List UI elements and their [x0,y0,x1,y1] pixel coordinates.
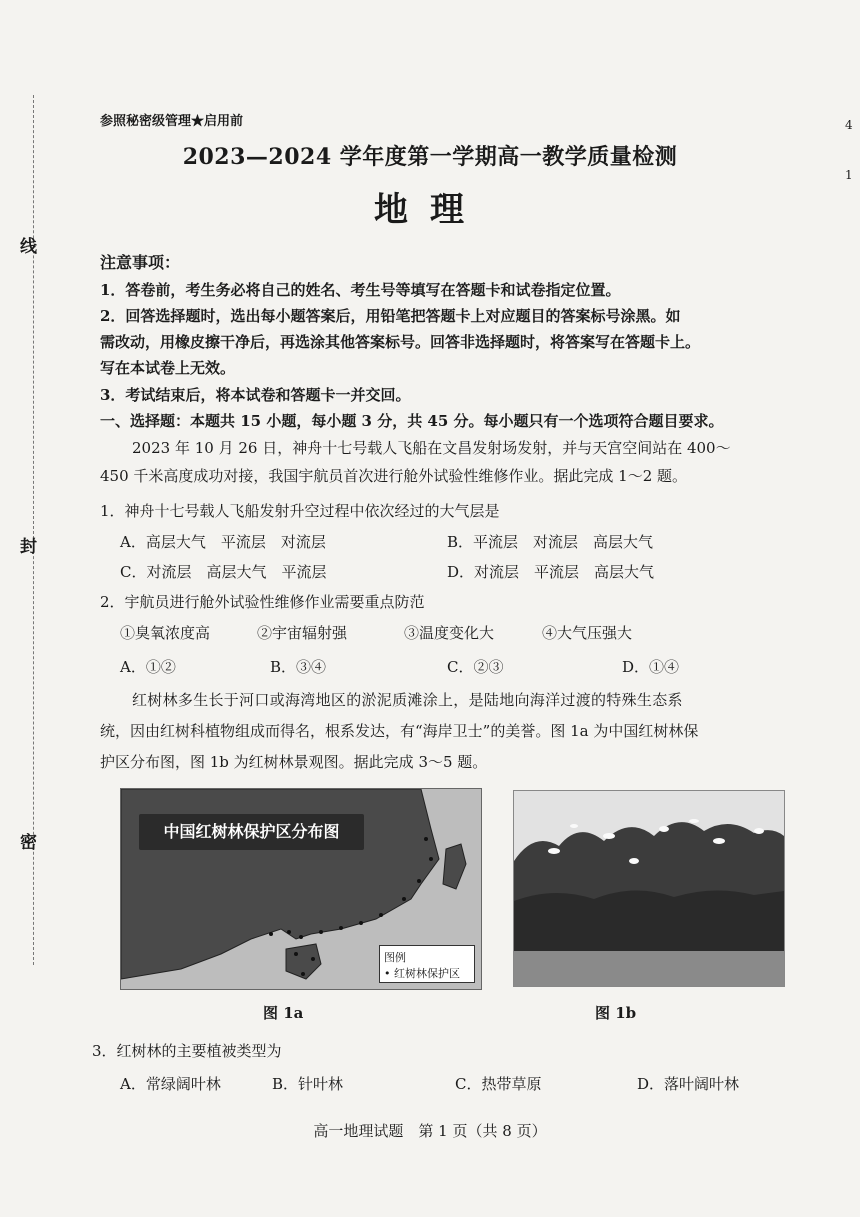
margin-mark-secret: 密 [20,833,37,853]
question-2-option-d: D．①④ [622,658,680,676]
question-2-option-a: A．①② [120,658,176,676]
question-1-text: 1．神舟十七号载人飞船发射升空过程中依次经过的大气层是 [100,502,500,520]
question-3-option-d: D．落叶阔叶林 [637,1075,740,1093]
stem-3-5-line-2: 统，因由红树科植物组成而得名，根系发达，有“海岸卫士”的美誉。图 1a 为中国红树林保 [100,722,699,740]
stem-1-2-line-1: 2023 年 10 月 26 日，神舟十七号载人飞船在文昌发射场发射，并与天宫空间站在 400～ [132,439,731,457]
map-legend-item: • 红树林保护区 [384,967,460,980]
stem-3-5-line-1: 红树林多生长于河口或海湾地区的淤泥质滩涂上，是陆地向海洋过渡的特殊生态系 [132,691,683,709]
map-legend [379,945,475,983]
question-2-item-4: ④大气压强大 [542,624,633,642]
notice-item-1: 1．答卷前，考生务必将自己的姓名、考生号等填写在答题卡和试卷指定位置。 [100,281,621,299]
question-1-option-b: B．平流层 对流层 高层大气 [447,533,654,551]
mangrove-landscape-photo [513,790,785,987]
question-3-text: 3．红树林的主要植被类型为 [92,1042,282,1060]
edge-mark-1: 4 [845,118,853,132]
question-1-option-d: D．对流层 平流层 高层大气 [447,563,655,581]
notice-item-2-cont2: 写在本试卷上无效。 [100,359,236,377]
map-title: 中国红树林保护区分布图 [139,814,364,850]
confidentiality-note: 参照秘密级管理★启用前 [100,114,244,129]
edge-mark-2: 1 [845,168,853,182]
question-3-option-b: B．针叶林 [272,1075,344,1093]
question-2-item-3: ③温度变化大 [404,624,495,642]
photo-graphic [514,791,784,986]
question-3-option-c: C．热带草原 [455,1075,542,1093]
question-3-option-a: A．常绿阔叶林 [120,1075,221,1093]
question-2-option-c: C．②③ [447,658,504,676]
margin-mark-line: 线 [20,237,37,257]
figure-1b-caption: 图 1b [595,1004,637,1022]
question-2-item-1: ①臭氧浓度高 [120,624,211,642]
notice-item-3: 3．考试结束后，将本试卷和答题卡一并交回。 [100,386,411,404]
stem-1-2-line-2: 450 千米高度成功对接，我国宇航员首次进行舱外试验性维修作业。据此完成 1～2 题。 [100,467,688,485]
subject-title: 地理 [374,190,486,230]
figure-1a-caption: 图 1a [263,1004,304,1022]
question-1-option-a: A．高层大气 平流层 对流层 [120,533,326,551]
question-2-item-2: ②宇宙辐射强 [257,624,348,642]
mangrove-distribution-map [120,788,482,990]
notice-item-2: 2．回答选择题时，选出每小题答案后，用铅笔把答题卡上对应题目的答案标号涂黑。如 [100,307,681,325]
question-1-option-c: C．对流层 高层大气 平流层 [120,563,327,581]
exam-title: 2023—2024 学年度第一学期高一教学质量检测 [182,144,678,170]
question-2-text: 2．宇航员进行舱外试验性维修作业需要重点防范 [100,593,425,611]
margin-mark-seal: 封 [20,537,37,557]
notice-title: 注意事项： [100,253,181,272]
section-one-heading: 一、选择题：本题共 15 小题，每小题 3 分，共 45 分。每小题只有一个选项符合题目要求。 [100,412,724,430]
stem-3-5-line-3: 护区分布图，图 1b 为红树林景观图。据此完成 3～5 题。 [100,753,488,771]
question-2-option-b: B．③④ [270,658,327,676]
notice-item-2-cont: 需改动，用橡皮擦干净后，再选涂其他答案标号。回答非选择题时，将答案写在答题卡上。 [100,333,701,351]
page-footer: 高一地理试题 第 1 页（共 8 页） [313,1122,547,1140]
map-legend-title: 图例 [384,951,406,964]
